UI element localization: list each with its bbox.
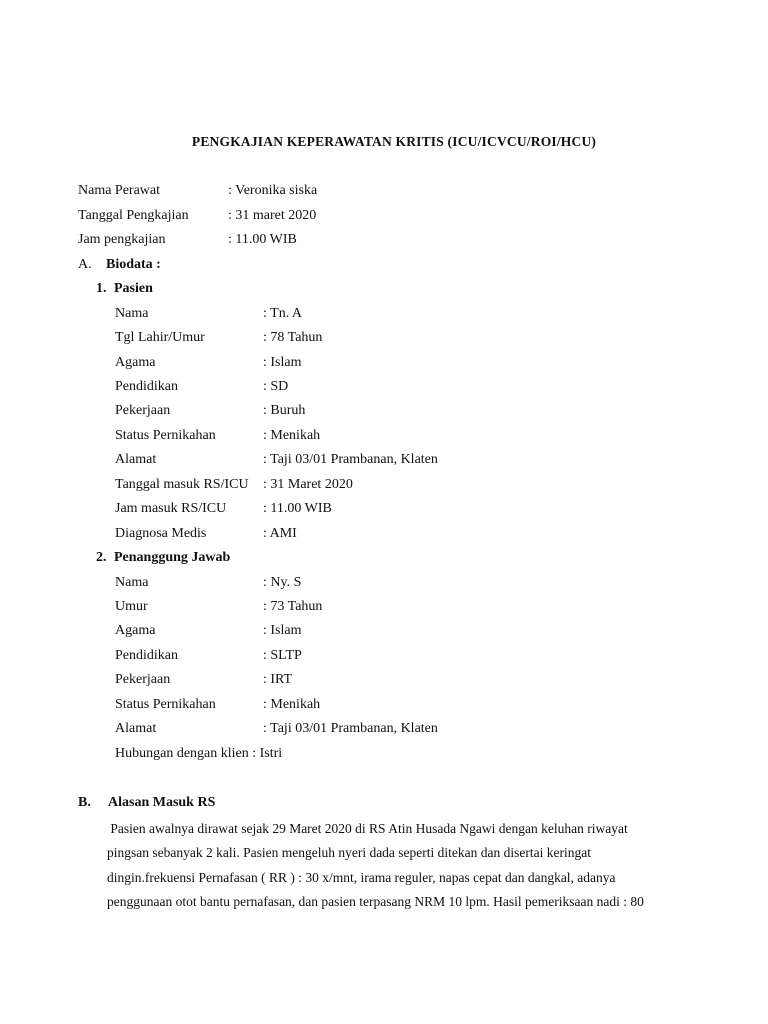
subsection-number: 2. <box>96 550 107 565</box>
subsection-number: 1. <box>96 281 107 296</box>
field-value: : SD <box>263 379 289 394</box>
field-label: Tanggal Pengkajian <box>78 208 189 223</box>
field-value: : 73 Tahun <box>263 599 323 614</box>
field-label: Pekerjaan <box>115 403 171 418</box>
field-label: Tanggal masuk RS/ICU <box>115 477 249 492</box>
relationship-text: Hubungan dengan klien : Istri <box>115 746 283 761</box>
field-label: Status Pernikahan <box>115 697 216 712</box>
field-label: Nama <box>115 575 149 590</box>
field-label: Nama Perawat <box>78 183 161 198</box>
section-letter: A. <box>78 257 92 272</box>
section-title: Biodata : <box>106 257 161 272</box>
field-label: Agama <box>115 355 156 370</box>
field-value: : Islam <box>263 623 302 638</box>
field-label: Pekerjaan <box>115 672 171 687</box>
subsection-title: Penanggung Jawab <box>114 550 231 565</box>
field-value: : Veronika siska <box>228 183 318 198</box>
paragraph-line: pingsan sebanyak 2 kali. Pasien mengeluh nyeri dada seperti ditekan dan disertai keringat <box>107 845 591 861</box>
field-label: Pendidikan <box>115 379 178 394</box>
paragraph-line: penggunaan otot bantu pernafasan, dan pasien terpasang NRM 10 lpm. Hasil pemeriksaan nadi : 80 <box>107 893 644 909</box>
field-value: : 11.00 WIB <box>263 501 332 516</box>
field-label: Pendidikan <box>115 648 178 663</box>
field-label: Umur <box>115 599 148 614</box>
field-label: Nama <box>115 306 149 321</box>
field-value: : AMI <box>263 526 297 541</box>
field-label: Jam masuk RS/ICU <box>115 501 227 516</box>
field-label: Jam pengkajian <box>78 232 166 247</box>
field-value: : Ny. S <box>263 575 302 590</box>
document-title: PENGKAJIAN KEPERAWATAN KRITIS (ICU/ICVCU/ROI/HCU) <box>191 134 597 149</box>
paragraph-line: dingin.frekuensi Pernafasan ( RR ) : 30 x/mnt, irama reguler, napas cepat dan dangkal, adanya <box>107 869 616 885</box>
field-value: : Buruh <box>263 403 306 418</box>
field-label: Agama <box>115 623 156 638</box>
field-value: : 11.00 WIB <box>228 232 297 247</box>
field-value: : Tn. A <box>263 306 303 321</box>
field-label: Status Pernikahan <box>115 428 216 443</box>
field-value: : Taji 03/01 Prambanan, Klaten <box>263 452 438 467</box>
paragraph-line: Pasien awalnya dirawat sejak 29 Maret 2020 di RS Atin Husada Ngawi dengan keluhan riwayat <box>107 821 628 836</box>
section-letter: B. <box>78 795 91 810</box>
field-value: : SLTP <box>263 648 302 663</box>
field-value: : 31 maret 2020 <box>228 208 317 223</box>
field-label: Tgl Lahir/Umur <box>115 330 205 345</box>
admission-reason-paragraph <box>107 817 697 914</box>
field-value: : IRT <box>263 672 293 687</box>
field-label: Alamat <box>115 452 157 467</box>
field-value: : Taji 03/01 Prambanan, Klaten <box>263 721 438 736</box>
field-value: : Menikah <box>263 428 321 443</box>
field-value: : Menikah <box>263 697 321 712</box>
field-label: Alamat <box>115 721 157 736</box>
section-title: Alasan Masuk RS <box>108 795 216 810</box>
field-value: : Islam <box>263 355 302 370</box>
subsection-title: Pasien <box>114 281 153 296</box>
field-label: Diagnosa Medis <box>115 526 207 541</box>
field-value: : 78 Tahun <box>263 330 323 345</box>
field-value: : 31 Maret 2020 <box>263 477 353 492</box>
